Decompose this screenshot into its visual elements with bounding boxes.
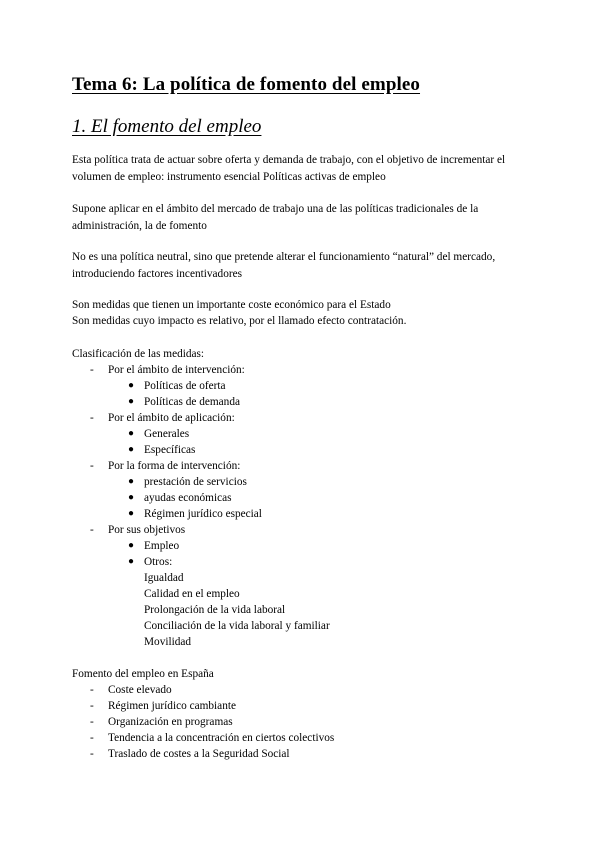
bullet-marker: ● [128, 556, 135, 567]
list-item: Traslado de costes a la Seguridad Social [108, 748, 290, 760]
clasificacion-group-label: Por el ámbito de intervención: [108, 364, 245, 376]
bullet-marker: ● [128, 428, 135, 439]
list-item: Tendencia a la concentración en ciertos colectivos [108, 732, 335, 744]
clasificacion-group-label: Por la forma de intervención: [108, 460, 241, 472]
paragraph-2: Supone aplicar en el ámbito del mercado de trabajo una de las políticas tradicionales de la administración, la de fomento [72, 203, 479, 232]
dash-marker: - [90, 524, 94, 536]
clasificacion-group-label: Por el ámbito de aplicación: [108, 412, 235, 424]
list-item: prestación de servicios [144, 476, 247, 488]
list-subitem: Prolongación de la vida laboral [144, 604, 286, 616]
list-item: Específicas [144, 444, 196, 456]
list-item: ayudas económicas [144, 492, 232, 504]
bullet-marker: ● [128, 492, 135, 503]
bullet-marker: ● [128, 396, 135, 407]
list-subitem: Igualdad [144, 572, 184, 584]
clasificacion-group-label: Por sus objetivos [108, 524, 186, 536]
page-title: Tema 6: La política de fomento del empleo [72, 74, 421, 95]
list-item: Organización en programas [108, 716, 233, 728]
espana-heading: Fomento del empleo en España [72, 668, 214, 680]
paragraph-3: No es una política neutral, sino que pretende alterar el funcionamiento “natural” del mercado, introduciendo factores incentivadores [72, 251, 496, 280]
list-item: Políticas de oferta [144, 380, 226, 392]
dash-marker: - [90, 412, 94, 424]
dash-marker: - [90, 684, 94, 696]
list-item: Coste elevado [108, 684, 172, 696]
list-item: Otros: [144, 556, 173, 568]
list-item: Régimen jurídico cambiante [108, 700, 236, 712]
bullet-marker: ● [128, 380, 135, 391]
section-heading-fomento: 1. El fomento del empleo [72, 116, 262, 137]
bullet-marker: ● [128, 444, 135, 455]
bullet-marker: ● [128, 540, 135, 551]
bullet-marker: ● [128, 476, 135, 487]
list-item: Régimen jurídico especial [144, 508, 262, 520]
list-subitem: Movilidad [144, 636, 192, 648]
clasificacion-heading: Clasificación de las medidas: [72, 348, 205, 360]
paragraph-4: Son medidas que tienen un importante coste económico para el Estado [72, 299, 391, 311]
dash-marker: - [90, 700, 94, 712]
dash-marker: - [90, 716, 94, 728]
dash-marker: - [90, 364, 94, 376]
list-item: Generales [144, 428, 190, 440]
list-subitem: Calidad en el empleo [144, 588, 240, 600]
dash-marker: - [90, 732, 94, 744]
paragraph-1: Esta política trata de actuar sobre oferta y demanda de trabajo, con el objetivo de incrementar el volumen de empleo: instrumento esencial Políticas activas de empleo [72, 154, 506, 183]
bullet-marker: ● [128, 508, 135, 519]
list-item: Empleo [144, 540, 180, 552]
list-item: Políticas de demanda [144, 396, 240, 408]
dash-marker: - [90, 460, 94, 472]
list-subitem: Conciliación de la vida laboral y familiar [144, 620, 330, 632]
dash-marker: - [90, 748, 94, 760]
paragraph-5: Son medidas cuyo impacto es relativo, por el llamado efecto contratación. [72, 315, 407, 327]
